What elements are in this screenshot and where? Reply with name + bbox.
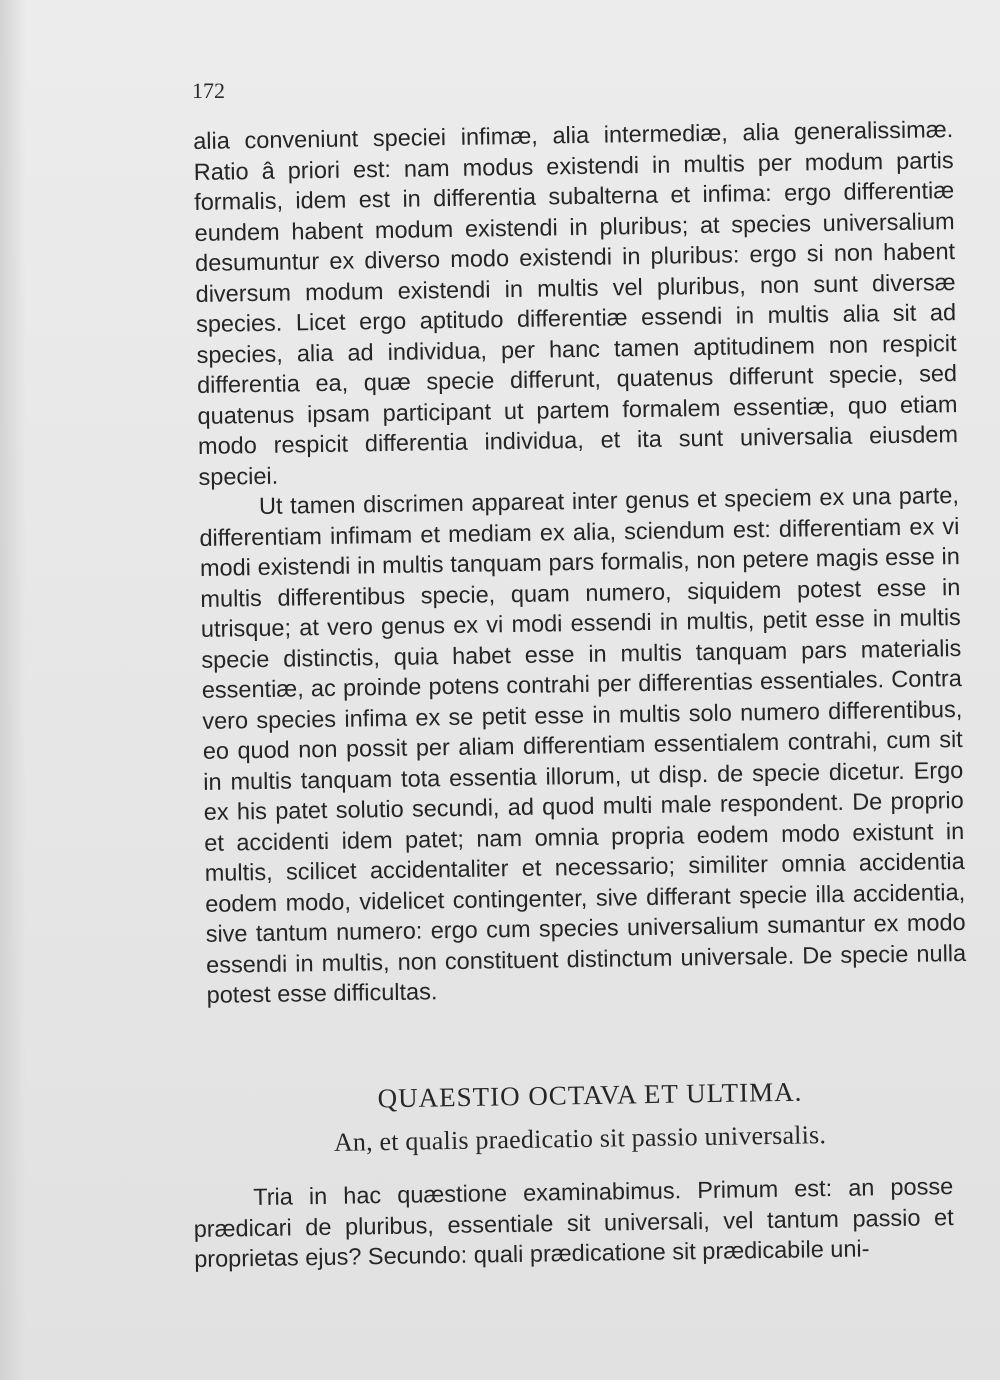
paragraph: Tria in hac quæstione examinabimus. Primum est: an posse prædicari de pluribus, essentiale sit universali, vel tantum passio et proprietas ejus? Secundo: quali prædicatione sit prædicabile uni- (193, 1173, 954, 1272)
section-subtitle: An, et qualis praedicatio sit passio universalis. (333, 1120, 827, 1157)
page-edge-shadow (0, 0, 26, 1380)
paragraph: Ut tamen discrimen appareat inter genus et speciem ex una parte, differentiam infimam et mediam ex alia, sciendum est: differentiam ex vi modi existendi in multis tanquam pars formalis, non petere magis esse in multis differentibus specie, quam numero, siquidem potest esse in utrisque; at vero genus ex vi modi essendi in multis, petit esse in multis specie distinctis, quia habet esse in multis tanquam pars materialis essentiæ, ac proinde potens contrahi per differentias essentiales. Contra vero species infima ex se petit esse in multis solo numero differentibus, eo quod non possit per aliam differentiam essentialem contrahi, cum sit in multis tanquam tota essentia illorum, ut disp. de specie dicetur. Ergo ex his patet solutio secundi, ad quod multi male respondent. De proprio et accidenti idem patet; nam omnia propria eodem modo existunt in multis, scilicet accidentaliter et necessario; similiter omnia accidentia eodem modo, videlicet contingenter, sive differant specie illa accidentia, sive tantum numero: ergo cum species universalium sumantur ex modo essendi in multis, non constituent distinctum universale. De specie nulla potest esse difficultas. (199, 482, 967, 1008)
paragraph: alia conveniunt speciei infimæ, alia intermediæ, alia generalissimæ. Ratio â priori est: nam modus existendi in multis per modum partis formalis, idem est in differentia subalterna et infima: ergo differentiæ eundem habent modum existendi in pluribus; at species universalium desumuntur ex diverso modo existendi in pluribus: ergo si non habent diversum modum existendi in multis vel pluribus, non sunt diversæ species. Licet ergo aptitudo differentiæ essendi in multis alia sit ad species, alia ad individua, per hanc tamen aptitudinem non respicit differentia ea, quæ specie differunt, quatenus differunt specie, sed quatenus ipsam participant ut partem formalem essentiæ, quo etiam modo respicit differentia individua, et ita sunt universalia eiusdem speciei. (193, 116, 959, 490)
section-text (193, 1171, 954, 1274)
body-text (193, 114, 967, 1010)
section-title: QUAESTIO OCTAVA ET ULTIMA. (377, 1076, 803, 1114)
page-number: 172 (192, 78, 225, 103)
